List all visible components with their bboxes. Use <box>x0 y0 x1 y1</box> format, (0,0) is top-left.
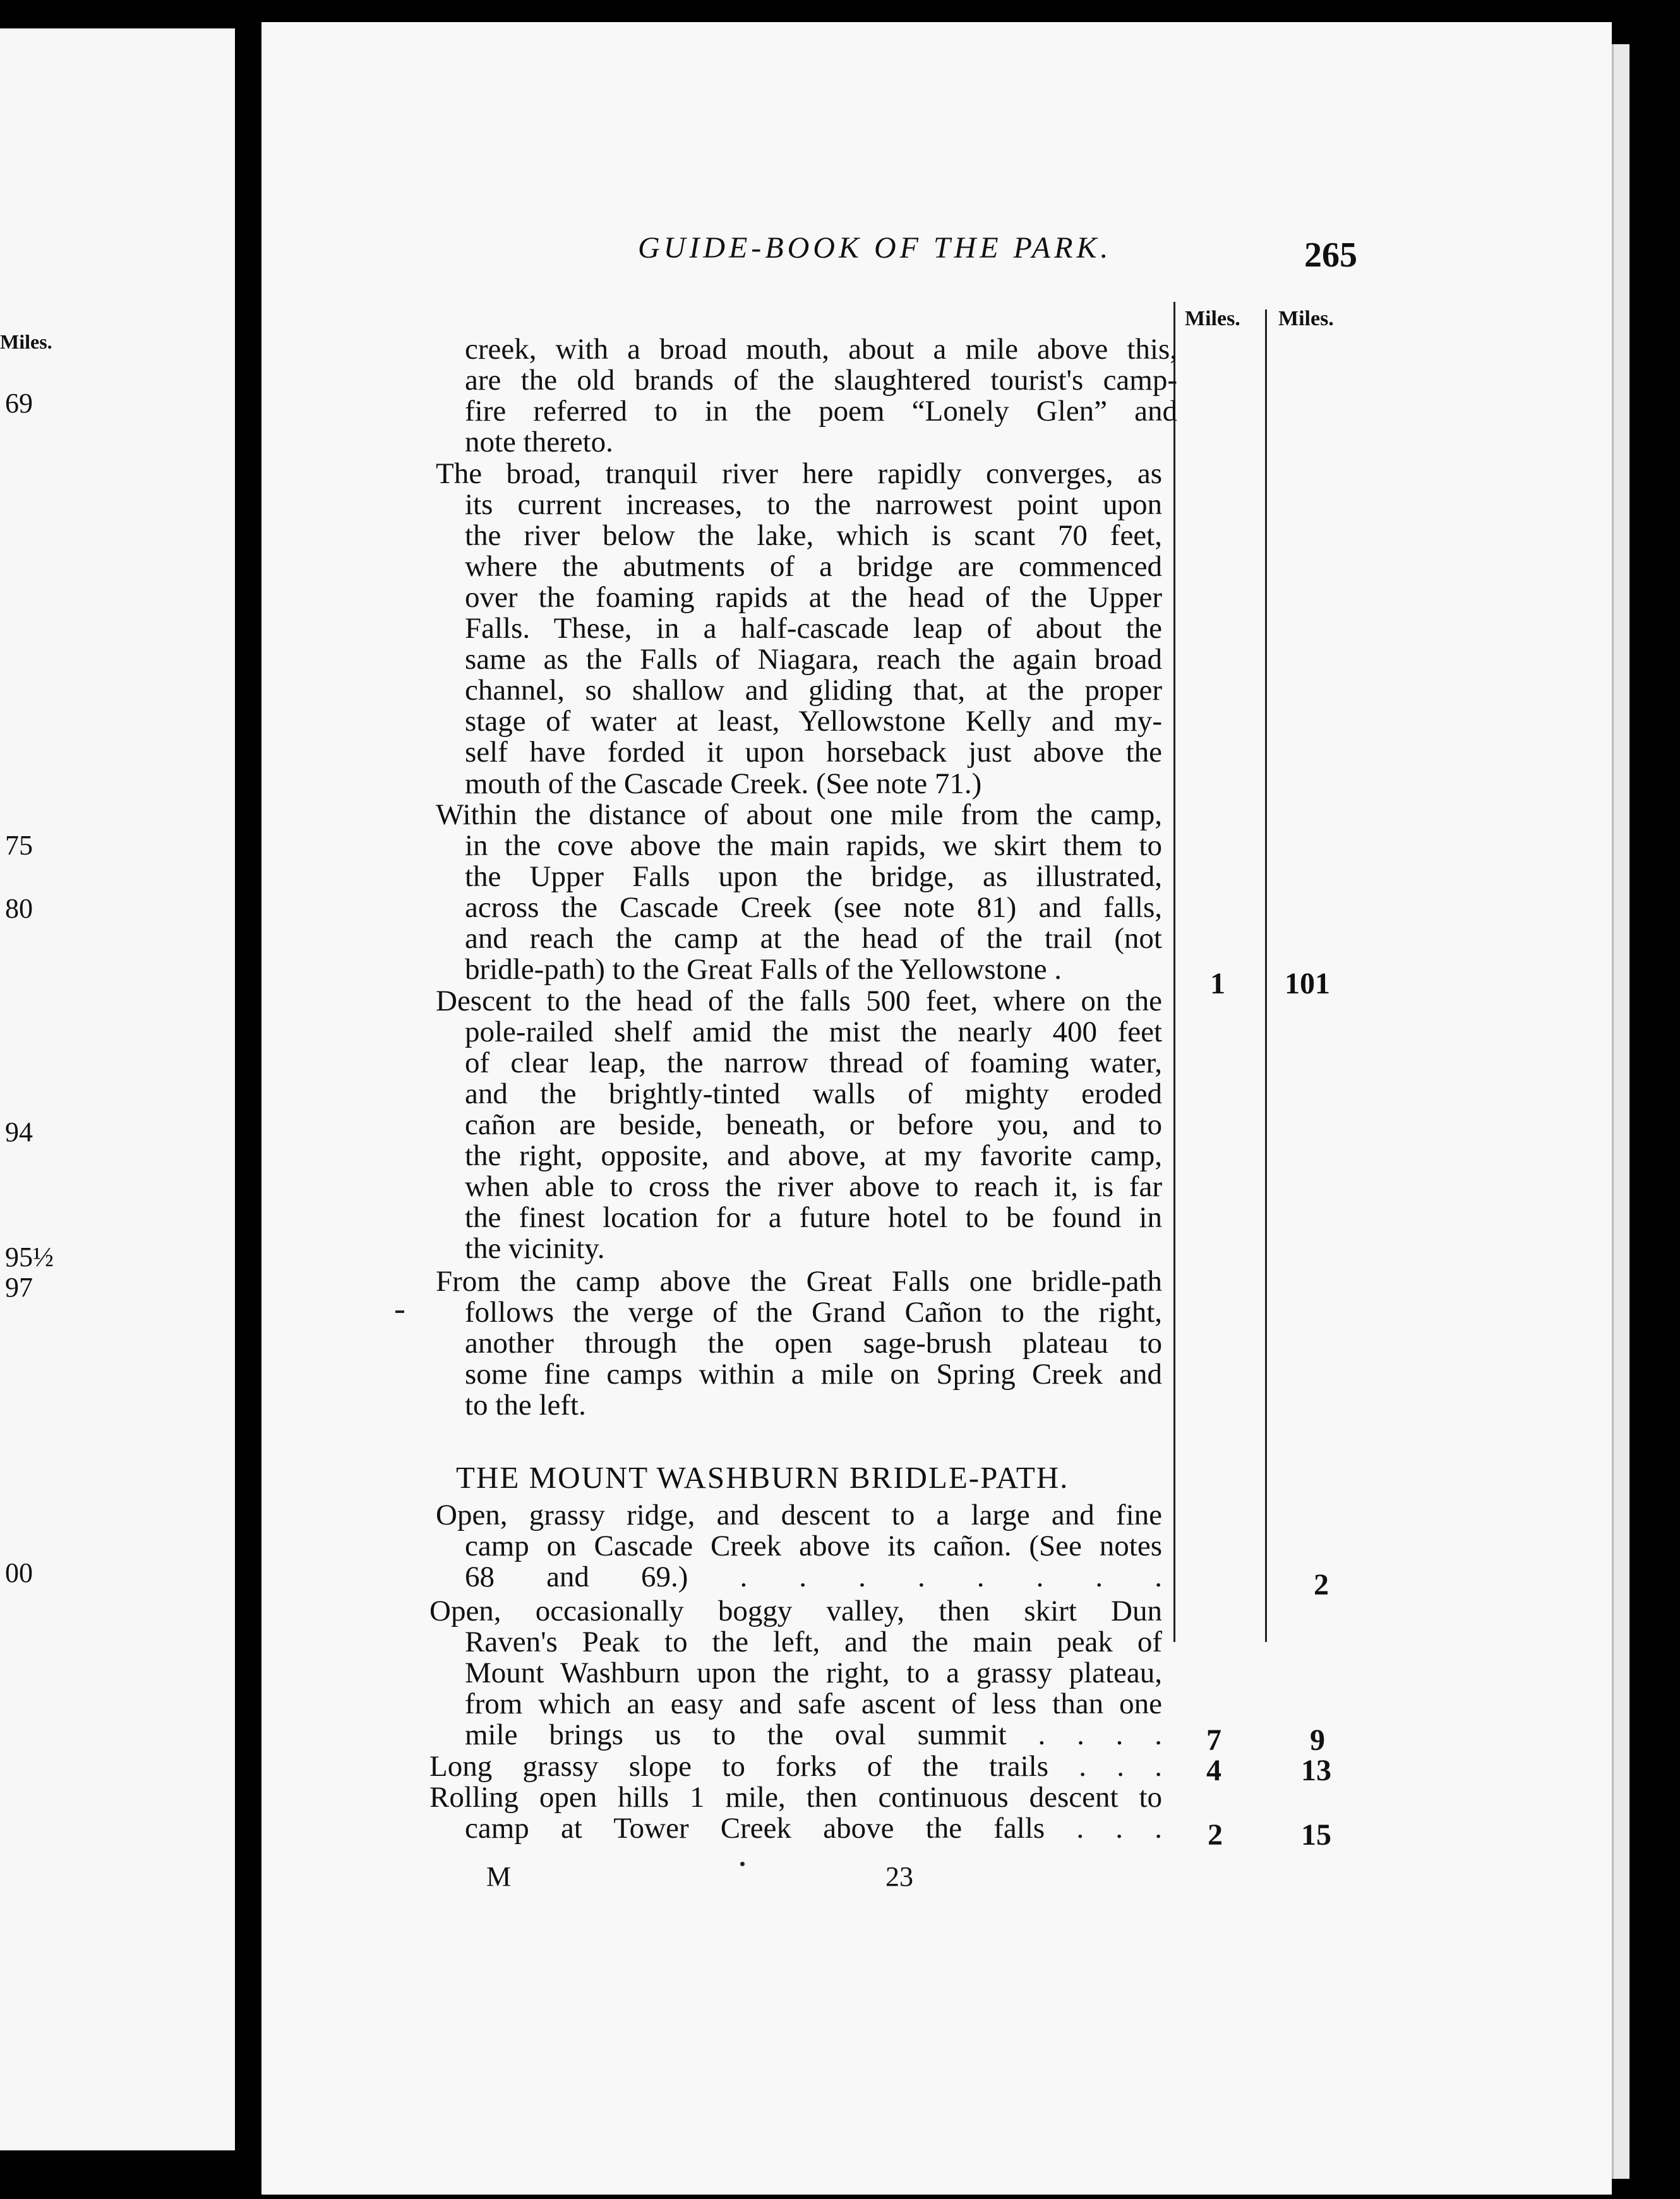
text-line: the vicinity. <box>465 1232 605 1265</box>
stray-mark <box>740 1862 745 1866</box>
text-line: Rolling open hills 1 mile, then continuous descent to <box>429 1782 1162 1813</box>
distance-miles: 7 <box>1206 1723 1221 1757</box>
folio-number: 23 <box>885 1861 913 1892</box>
text-line: to the left. <box>465 1389 586 1422</box>
text-line: same as the Falls of Niagara, reach the again broad <box>465 644 1162 675</box>
text-line: Falls. These, in a half-cascade leap of about the <box>465 613 1162 644</box>
scan-border <box>1629 0 1680 2199</box>
left-page-number: 75 <box>5 830 33 861</box>
text-line: camp at Tower Creek above the falls . . . <box>465 1813 1162 1844</box>
distance-miles: 2 <box>1208 1818 1223 1852</box>
page-edge <box>1612 44 1631 2179</box>
text-line: Open, occasionally boggy valley, then skirt Dun <box>429 1595 1162 1627</box>
distance-miles: 1 <box>1210 967 1225 1000</box>
signature-mark: M <box>486 1861 512 1892</box>
text-line: in the cove above the main rapids, we skirt them to <box>465 830 1162 861</box>
left-page-number: 69 <box>5 388 33 419</box>
text-line: pole-railed shelf amid the mist the nearly 400 feet <box>465 1016 1162 1048</box>
cumulative-miles: 2 <box>1314 1568 1329 1602</box>
cumulative-miles-column-header: Miles. <box>1278 307 1334 330</box>
text-line: From the camp above the Great Falls one bridle-path <box>436 1266 1162 1297</box>
text-line: Mount Washburn upon the right, to a grassy plateau, <box>465 1657 1162 1689</box>
cumulative-miles: 15 <box>1301 1818 1331 1852</box>
text-line: mile brings us to the oval summit . . . . <box>465 1719 1162 1751</box>
text-line: self have forded it upon horseback just above the <box>465 736 1162 768</box>
left-page-number: 97 <box>5 1272 33 1303</box>
left-facing-page <box>0 28 235 2150</box>
text-line: camp on Cascade Creek above its cañon. (See notes <box>465 1530 1162 1562</box>
text-line: the right, opposite, and above, at my favorite camp, <box>465 1140 1162 1171</box>
text-line: from which an easy and safe ascent of less than one <box>465 1688 1162 1720</box>
text-line: over the foaming rapids at the head of the Upper <box>465 582 1162 613</box>
text-line: are the old brands of the slaughtered tourist's camp- <box>465 364 1177 396</box>
left-page-number: 95½ <box>5 1242 54 1273</box>
text-line: when able to cross the river above to reach it, is far <box>465 1171 1162 1202</box>
text-line: note thereto. <box>465 426 613 458</box>
text-line: across the Cascade Creek (see note 81) and falls, <box>465 892 1162 923</box>
text-line: and reach the camp at the head of the trail (not <box>465 923 1162 954</box>
miles-column-header: Miles. <box>1185 307 1240 330</box>
text-line: The broad, tranquil river here rapidly converges, as <box>436 458 1162 489</box>
text-line: creek, with a broad mouth, about a mile above this, <box>465 333 1177 365</box>
text-line: mouth of the Cascade Creek. (See note 71.) <box>465 767 982 800</box>
text-line: stage of water at least, Yellowstone Kelly and my- <box>465 705 1162 737</box>
text-line: 68 and 69.) . . . . . . . . <box>465 1561 1162 1593</box>
left-page-miles-header: Miles. <box>0 330 52 353</box>
running-head: GUIDE-BOOK OF THE PARK. <box>638 231 1112 265</box>
text-line: its current increases, to the narrowest point upon <box>465 489 1162 520</box>
text-line: the river below the lake, which is scant 70 feet, <box>465 520 1162 551</box>
text-line: the finest location for a future hotel to be found in <box>465 1202 1162 1233</box>
text-line: follows the verge of the Grand Cañon to the right, <box>465 1297 1162 1328</box>
distance-miles: 4 <box>1206 1754 1221 1787</box>
text-line: Descent to the head of the falls 500 feet, where on the <box>436 985 1162 1017</box>
text-line: where the abutments of a bridge are commenced <box>465 551 1162 582</box>
text-line: channel, so shallow and gliding that, at the proper <box>465 674 1162 706</box>
section-heading: THE MOUNT WASHBURN BRIDLE-PATH. <box>456 1460 1069 1495</box>
text-line: fire referred to in the poem “Lonely Glen” and <box>465 395 1177 427</box>
text-line: Open, grassy ridge, and descent to a large and fine <box>436 1499 1162 1531</box>
text-line: Within the distance of about one mile from the camp, <box>436 799 1162 830</box>
text-line: bridle-path) to the Great Falls of the Yellowstone . <box>465 953 1062 986</box>
cumulative-miles: 9 <box>1310 1723 1325 1757</box>
cumulative-miles: 101 <box>1285 967 1330 1000</box>
left-page-number: 94 <box>5 1117 33 1147</box>
text-line: and the brightly-tinted walls of mighty eroded <box>465 1078 1162 1110</box>
text-line: cañon are beside, beneath, or before you, and to <box>465 1109 1162 1141</box>
left-page-number: 00 <box>5 1557 33 1588</box>
column-rule <box>1265 309 1267 1642</box>
left-page-number: 80 <box>5 893 33 924</box>
cumulative-miles: 13 <box>1301 1754 1331 1787</box>
page-number: 265 <box>1304 236 1357 275</box>
book-gutter <box>235 0 261 2199</box>
text-line: the Upper Falls upon the bridge, as illustrated, <box>465 861 1162 892</box>
text-line: some fine camps within a mile on Spring Creek and <box>465 1358 1162 1390</box>
column-rule <box>1173 302 1175 1642</box>
text-line: Raven's Peak to the left, and the main peak of <box>465 1626 1162 1658</box>
stray-mark <box>395 1310 404 1313</box>
text-line: another through the open sage-brush plateau to <box>465 1327 1162 1359</box>
text-line: of clear leap, the narrow thread of foaming water, <box>465 1047 1162 1079</box>
text-line: Long grassy slope to forks of the trails . . . <box>429 1751 1162 1782</box>
